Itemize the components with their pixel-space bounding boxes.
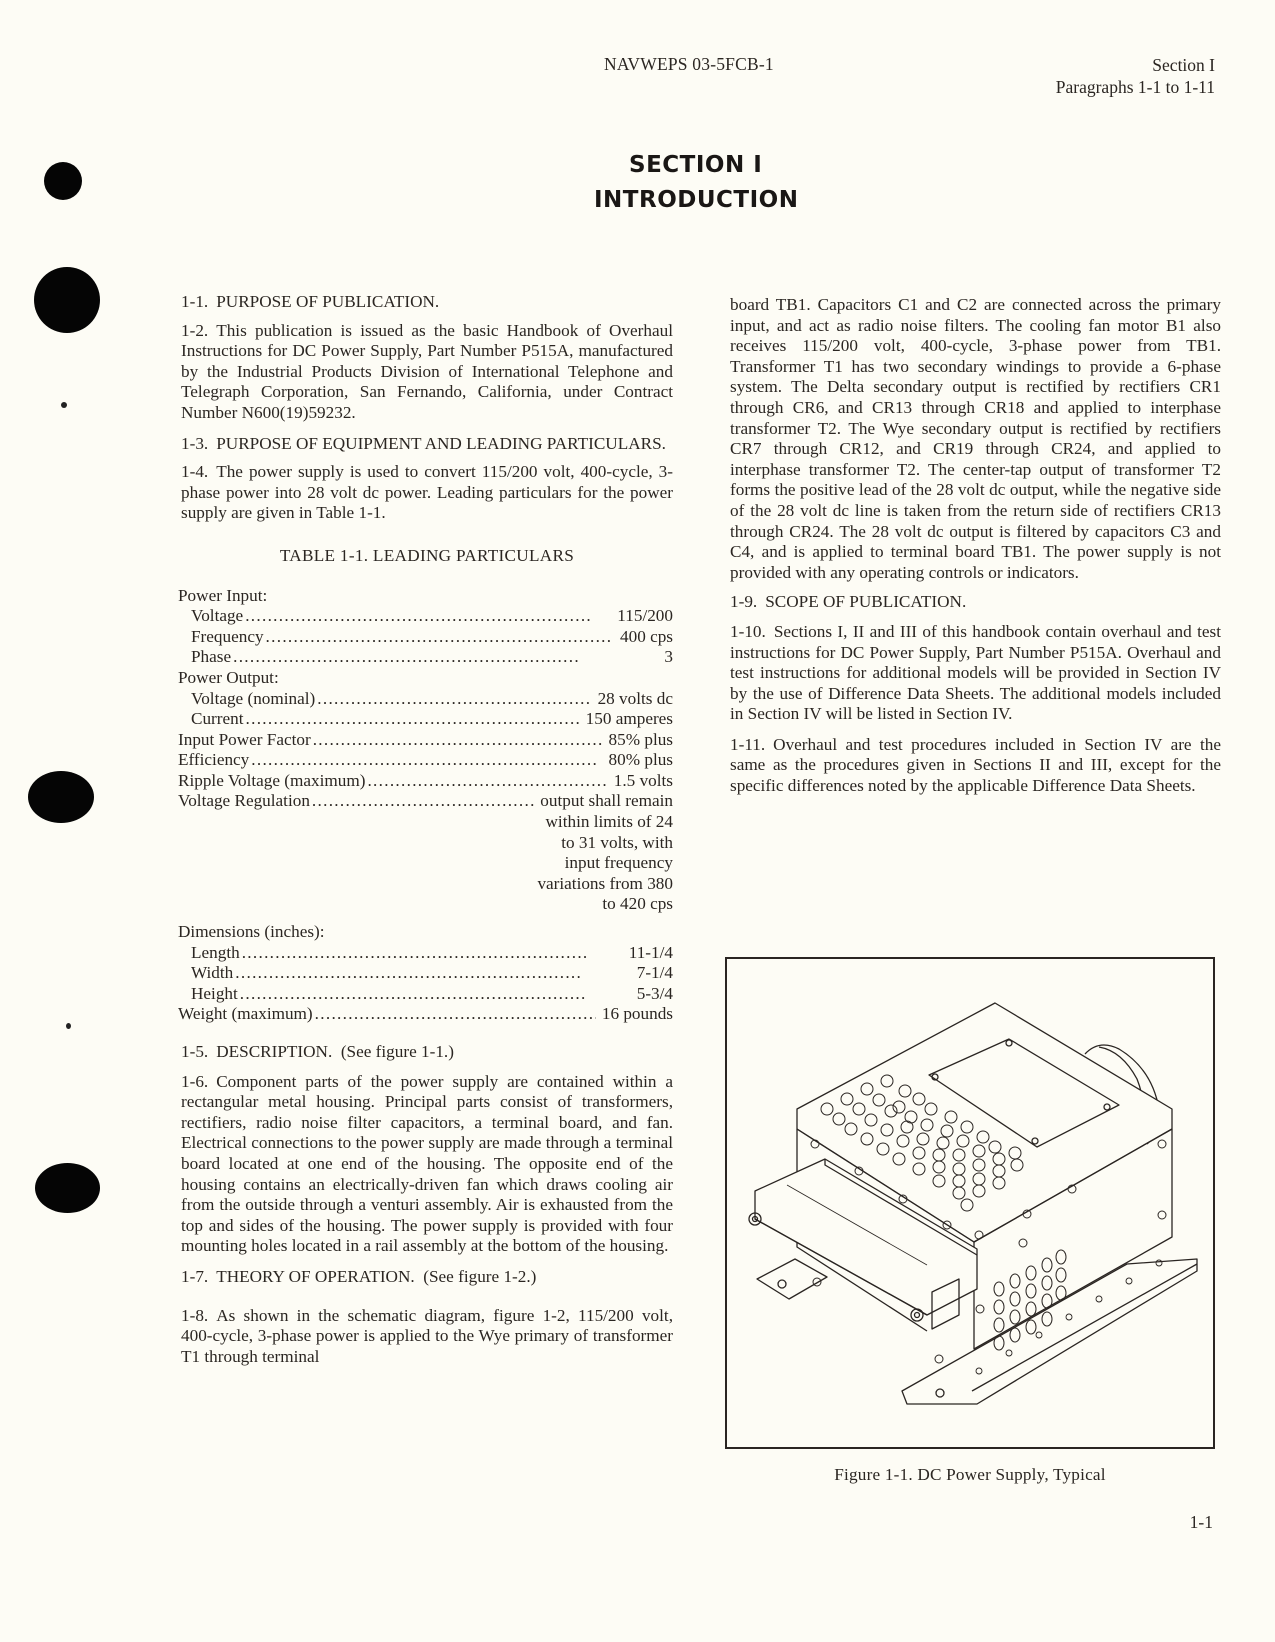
table-group-label: Power Input: xyxy=(178,585,268,605)
table-title: TABLE 1-1. LEADING PARTICULARS xyxy=(279,545,575,565)
dc-power-supply-illustration xyxy=(727,959,1213,1447)
table-row: Efficiency . . . 80% plus xyxy=(178,750,673,771)
paragraph-1-10: 1-10. Sections I, II and III of this handbook contain overhaul and test instructions for DC Power Supply, Part Number P515A. Overhaul and test instructions for additional models will be provided in Section IV by the use of Difference Data Sheets. The additional models included in Section IV will be listed in Section IV. xyxy=(730,621,1221,724)
table-row: Phase . . . 3 xyxy=(178,647,673,668)
paragraph-1-8-continued: board TB1. Capacitors C1 and C2 are connected across the primary input, and act as radio noise filters. The cooling fan motor B1 also receives 115/200 volt, 400-cycle, 3-phase power from TB1. Transformer T1 has two secondary windings to provide a 6-phase system. The Delta secondary output is rectified by rectifiers CR1 through CR6, and CR13 through CR18 and applied to interphase transformer T2. The Wye secondary output is rectified by rectifiers CR7 through CR12, and CR19 through CR24, and applied to interphase transformer T2. The center-tap output of transformer T2 forms the positive lead of the 28 volt dc output, while the negative side of the 28 volt dc line is taken from the return side of rectifiers CR13 through CR24. The 28 volt dc output is filtered by capacitors C3 and C4, and is applied to terminal board TB1. The power supply is not provided with any operating controls or indicators. xyxy=(730,295,1221,582)
binder-hole xyxy=(44,162,82,200)
table-row: Voltage (nominal) . . . 28 volts dc xyxy=(178,689,673,710)
figure-caption: Figure 1-1. DC Power Supply, Typical xyxy=(834,1465,1106,1484)
table-row: Length . . . 11-1/4 xyxy=(178,943,673,964)
paragraph-1-6: 1-6. Component parts of the power supply are contained within a rectangular metal housing. Principal parts consist of transformers, rectifiers, radio noise filter capacitors, a terminal board, and fan. Electrical connections to the power supply are made through a terminal board located at one end of the housing. The opposite end of the housing contains an electrically-driven fan which draws cooling air from the outside through a venturi assembly. Air is exhausted from the top and sides of the housing. The power supply is provided with four mounting holes located in a rail assembly at the bottom of the housing. xyxy=(181,1071,673,1256)
voltage-regulation-detail: within limits of 24 to 31 volts, with input frequency variations from 380 to 420 cps xyxy=(537,812,673,914)
table-row: Voltage . . . 115/200 xyxy=(178,606,673,627)
table-row: Frequency . . . 400 cps xyxy=(178,627,673,648)
heading-1-5: 1-5. DESCRIPTION. (See figure 1-1.) xyxy=(181,1042,454,1061)
table-row: Input Power Factor . . . 85% plus xyxy=(178,730,673,751)
binder-hole xyxy=(34,267,100,333)
section-number-title: SECTION I xyxy=(629,152,763,178)
page-number: 1-1 xyxy=(1189,1512,1213,1532)
table-row: Voltage Regulation . . . output shall remain xyxy=(178,791,673,812)
heading-1-1: 1-1. PURPOSE OF PUBLICATION. xyxy=(181,292,440,311)
right-column xyxy=(730,295,1221,807)
table-row: Height . . . 5-3/4 xyxy=(178,984,673,1005)
binder-hole xyxy=(28,771,94,823)
table-row: Weight (maximum) . . . 16 pounds xyxy=(178,1004,673,1025)
table-row: Width . . . 7-1/4 xyxy=(178,963,673,984)
binder-hole xyxy=(35,1163,100,1213)
paragraph-1-11: 1-11. Overhaul and test procedures included in Section IV are the same as the procedures given in Sections II and III, except for the specific differences noted by the applicable Difference Data Sheets. xyxy=(730,734,1221,796)
section-label: Section I xyxy=(1152,55,1215,75)
table-row: Ripple Voltage (maximum) . . . 1.5 volts xyxy=(178,771,673,792)
figure-1-1 xyxy=(725,957,1215,1449)
leading-particulars-table xyxy=(178,585,673,1025)
speck xyxy=(66,1023,71,1029)
paragraph-1-8: 1-8. As shown in the schematic diagram, figure 1-2, 115/200 volt, 400-cycle, 3-phase power is applied to the Wye primary of transformer T1 through terminal xyxy=(181,1305,673,1366)
table-group-label: Dimensions (inches): xyxy=(178,922,325,942)
document-id: NAVWEPS 03-5FCB-1 xyxy=(604,54,774,74)
speck xyxy=(61,402,67,408)
paragraph-1-4: 1-4. The power supply is used to convert 115/200 volt, 400-cycle, 3-phase power into 28 volt dc power. Leading particulars for the power supply are given in Table 1-1. xyxy=(181,462,673,523)
table-group-label: Power Output: xyxy=(178,667,279,687)
left-column xyxy=(178,292,673,1377)
paragraph-range: Paragraphs 1-1 to 1-11 xyxy=(1055,77,1215,97)
table-row: Current . . . 150 amperes xyxy=(178,709,673,730)
heading-1-9: 1-9. SCOPE OF PUBLICATION. xyxy=(730,592,967,612)
heading-1-3: 1-3. PURPOSE OF EQUIPMENT AND LEADING PARTICULARS. xyxy=(181,433,666,453)
section-name-title: INTRODUCTION xyxy=(594,187,799,213)
paragraph-1-2: 1-2. This publication is issued as the basic Handbook of Overhaul Instructions for DC Power Supply, Part Number P515A, manufactured by the Industrial Products Division of International Telephone and Telegraph Corporation, San Fernando, California, under Contract Number N600(19)59232. xyxy=(181,320,673,422)
running-header-right xyxy=(1056,54,1215,98)
heading-1-7: 1-7. THEORY OF OPERATION. (See figure 1-2.) xyxy=(181,1266,537,1286)
